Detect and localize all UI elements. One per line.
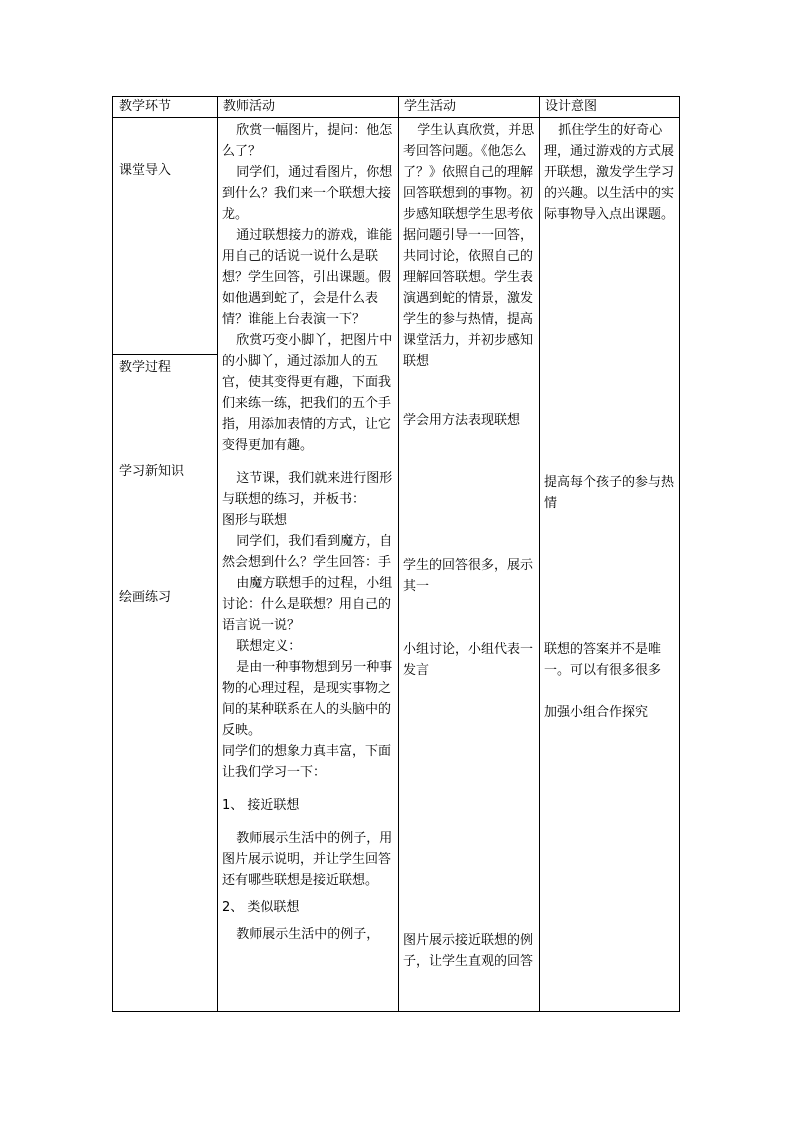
column-divider: [398, 97, 399, 1011]
column-divider: [539, 97, 540, 1011]
column-divider: [217, 97, 218, 1011]
teacher-text: 教师展示生活中的例子，: [236, 927, 380, 942]
student-text: 小组讨论，小组代表一发言: [403, 642, 534, 678]
header-design: 设计意图: [545, 99, 598, 114]
teacher-text: 联想定义：: [236, 639, 302, 654]
student-activity-2: [403, 410, 535, 431]
design-intent-3: [544, 639, 676, 681]
design-intent-1: [544, 120, 676, 225]
teacher-text: 图形与联想: [222, 513, 288, 528]
teacher-heading: 2、 类似联想: [222, 900, 300, 915]
stage-new-knowledge: 学习新知识: [119, 464, 185, 479]
student-activity-1: [403, 120, 535, 372]
design-intent-4: [544, 702, 676, 723]
teacher-text: 欣赏一幅图片，提问：他怎么了？: [222, 123, 393, 159]
teacher-text: 同学们，通过看图片，你想到什么？我们来一个联想大接龙。: [222, 165, 393, 222]
header-student: 学生活动: [404, 99, 457, 114]
teacher-text: 欣赏巧变小脚丫，把图片中的小脚丫，通过添加人的五官，使其变得更有趣，下面我们来练一练，把我们的五个手指，用添加表情的方式，让它变得更加有趣。: [222, 333, 393, 453]
teacher-text: 同学们，我们看到魔方，自然会想到什么？学生回答：手: [222, 534, 393, 570]
teacher-text: 同学们的想象力真丰富，下面让我们学习一下：: [222, 744, 392, 780]
teacher-heading: 1、 接近联想: [222, 798, 300, 813]
teacher-text: 是由一种事物想到另一种事物的心理过程，是现实事物之间的某种联系在人的头脑中的反映。: [222, 660, 393, 738]
design-text: 联想的答案并不是唯一。可以有很多很多: [544, 642, 662, 678]
student-activity-4: [403, 639, 535, 681]
student-text: 学生认真欣赏，并思考回答问题。《他怎么了？》依照自己的理解回答联想到的事物。初步感知联想学生思考依据问题引导一一回答，共同讨论，依照自己的理解回答联想。学生表演遇到蛇的情景，激发学生的参与热情，提高课堂活力，并初步感知联想: [403, 123, 535, 369]
lesson-plan-table: [112, 96, 680, 1012]
student-text: 图片展示接近联想的例子，让学生直观的回答: [403, 933, 534, 969]
stage-intro: 课堂导入: [119, 163, 172, 178]
teacher-activity: [222, 120, 394, 945]
stage-process: 教学过程: [119, 360, 172, 375]
stage-drawing: 绘画练习: [119, 590, 172, 605]
teacher-text: 教师展示生活中的例子，用图片展示说明，并让学生回答还有哪些联想是接近联想。: [222, 831, 393, 888]
teacher-text: 通过联想接力的游戏，谁能用自己的话说一说什么是联想？学生回答，引出课题。假如他遇到蛇了，会是什么表情？谁能上台表演一下？: [222, 228, 393, 327]
design-text: 抓住学生的好奇心理，通过游戏的方式展开联想，激发学生学习的兴趣。以生活中的实际事物导入点出课题。: [544, 123, 675, 222]
stage-divider: [113, 354, 217, 355]
teacher-text: 这节课，我们就来进行图形与联想的练习，并板书：: [222, 471, 393, 507]
student-text: 学会用方法表现联想: [403, 413, 521, 428]
student-activity-5: [403, 930, 535, 972]
design-text: 加强小组合作探究: [544, 705, 649, 720]
teacher-text: 由魔方联想手的过程，小组讨论：什么是联想？用自己的语言说一说？: [222, 576, 393, 633]
header-divider: [113, 117, 679, 118]
header-stage: 教学环节: [119, 99, 172, 114]
design-text: 提高每个孩子的参与热情: [544, 475, 675, 511]
student-activity-3: [403, 555, 535, 597]
student-text: 学生的回答很多，展示其一: [403, 558, 534, 594]
header-teacher: 教师活动: [223, 99, 276, 114]
design-intent-2: [544, 472, 676, 514]
